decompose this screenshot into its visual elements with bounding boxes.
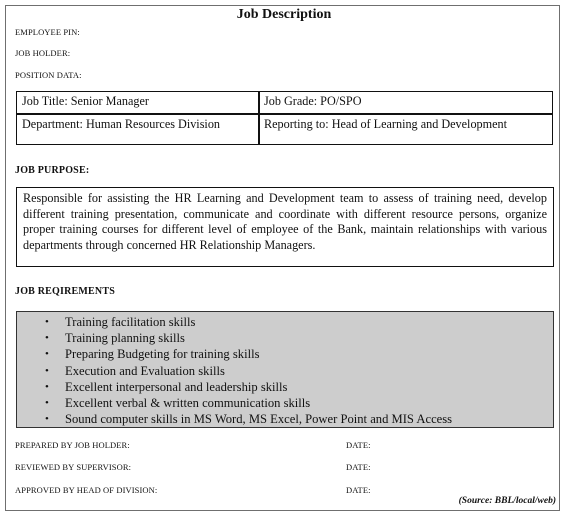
prepared-by-label: PREPARED BY JOB HOLDER: <box>15 440 130 450</box>
bullet-icon: • <box>45 316 49 328</box>
list-item <box>17 363 553 379</box>
list-item <box>17 395 553 411</box>
approved-date-label: DATE: <box>346 485 371 495</box>
list-item <box>17 330 553 346</box>
requirement-text: Excellent interpersonal and leadership skills <box>65 379 288 394</box>
job-purpose-box <box>16 187 554 267</box>
position-data-label: POSITION DATA: <box>15 70 82 80</box>
bullet-icon: • <box>45 364 49 377</box>
job-purpose-text: Responsible for assisting the HR Learning and Development team to assess of training need, develop different training presentation, communicate and coordinate with different resource persons, organize proper training courses for different level of employee of the Bank, maintain relationships with various departments through concerned HR Relationship Managers. <box>23 191 547 252</box>
document-title: Job Description <box>236 7 332 22</box>
reviewed-date-label: DATE: <box>346 462 371 472</box>
requirement-text: Execution and Evaluation skills <box>65 363 225 378</box>
table-column-divider <box>258 91 260 145</box>
job-holder-label: JOB HOLDER: <box>15 48 71 58</box>
employee-pin-label: EMPLOYEE PIN: <box>15 27 80 37</box>
job-purpose-heading: JOB PURPOSE: <box>15 165 90 176</box>
requirement-text: Training facilitation skills <box>65 315 196 329</box>
job-requirements-heading: JOB REQIREMENTS <box>15 286 115 297</box>
requirement-text: Sound computer skills in MS Word, MS Excel, Power Point and MIS Access <box>65 412 453 427</box>
requirement-text: Preparing Budgeting for training skills <box>65 347 260 362</box>
job-grade-cell: Job Grade: PO/SPO <box>264 94 362 108</box>
requirement-text: Training planning skills <box>65 331 185 346</box>
bullet-icon: • <box>45 332 49 345</box>
prepared-date-label: DATE: <box>346 440 371 450</box>
requirements-list <box>17 312 553 427</box>
reporting-to-cell: Reporting to: Head of Learning and Development <box>264 117 508 131</box>
list-item <box>17 346 553 362</box>
requirement-text: Excellent verbal & written communication skills <box>65 395 311 410</box>
bullet-icon: • <box>45 396 49 409</box>
source-note: (Source: BBL/local/web) <box>458 496 556 506</box>
bullet-icon: • <box>45 348 49 361</box>
bullet-icon: • <box>45 413 49 426</box>
list-item <box>17 411 553 427</box>
list-item <box>17 314 553 330</box>
list-item <box>17 379 553 395</box>
job-requirements-box <box>16 311 554 428</box>
approved-by-label: APPROVED BY HEAD OF DIVISION: <box>15 485 158 495</box>
bullet-icon: • <box>45 380 49 393</box>
department-cell: Department: Human Resources Division <box>22 117 221 131</box>
reviewed-by-label: REVIEWED BY SUPERVISOR: <box>15 462 132 472</box>
table-row-divider <box>16 113 553 115</box>
job-title-cell: Job Title: Senior Manager <box>22 94 149 108</box>
